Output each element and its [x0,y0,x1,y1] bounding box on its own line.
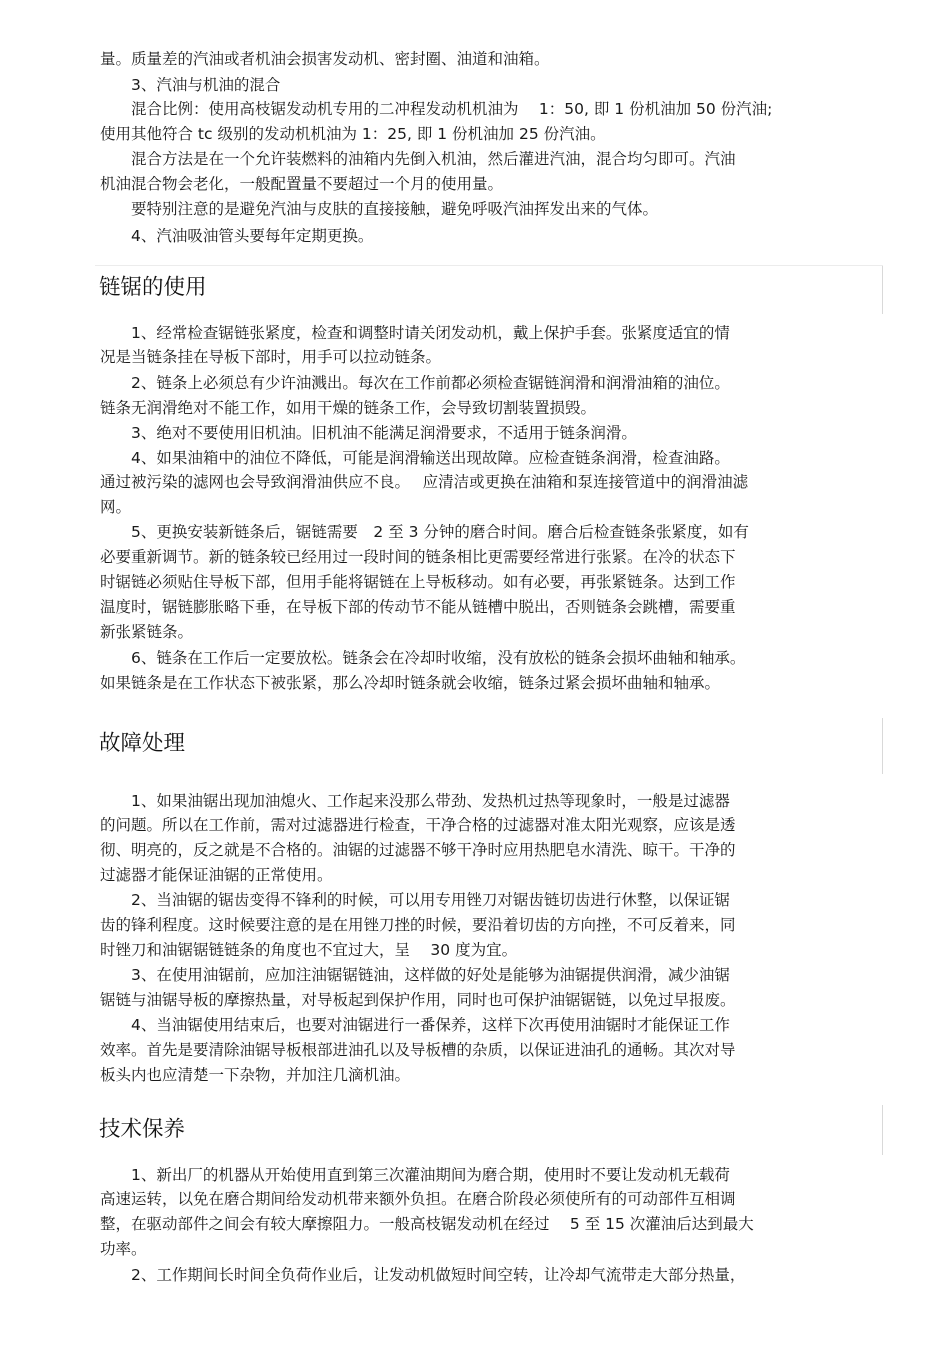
text-line: 4、当油锯使用结束后，也要对油锯进行一番保养，这样下次再使用油锯时才能保证工作 [100,1016,730,1034]
text-line: 5、更换安装新链条后，锯链需要 2 至 3 分钟的磨合时间。磨合后检查链条张紧度，如有 [100,523,749,541]
text-line: 混合方法是在一个允许装燃料的油箱内先倒入机油，然后灌进汽油，混合均匀即可。汽油 [100,150,736,168]
text-line: 时锯链必须贴住导板下部，但用手能将锯链在上导板移动。如有必要，再张紧链条。达到工作 [100,573,736,591]
text-line: 彻、明亮的，反之就是不合格的。油锯的过滤器不够干净时应用热肥皂水清洗、晾干。干净的 [100,841,736,859]
text-line: 1、新出厂的机器从开始使用直到第三次灌油期间为磨合期，使用时不要让发动机无载荷 [100,1166,730,1184]
text-line: 3、汽油与机油的混合 [100,76,281,94]
text-line: 3、在使用油锯前，应加注油锯锯链油，这样做的好处是能够为油锯提供润滑，减少油锯 [100,966,730,984]
text-line: 机油混合物会老化，一般配置量不要超过一个月的使用量。 [100,175,504,193]
section-heading-troubleshooting: 故障处理 [99,731,186,756]
text-line: 2、链条上必须总有少许油溅出。每次在工作前都必须检查锯链润滑和润滑油箱的油位。 [100,374,730,392]
text-line: 3、绝对不要使用旧机油。旧机油不能满足润滑要求，不适用于链条润滑。 [100,424,637,442]
text-line: 2、工作期间长时间全负荷作业后，让发动机做短时间空转，让冷却气流带走大部分热量， [100,1266,746,1284]
text-line: 况是当链条挂在导板下部时，用手可以拉动链条。 [100,348,442,366]
text-line: 1、经常检查锯链张紧度，检查和调整时请关闭发动机，戴上保护手套。张紧度适宜的情 [100,324,730,342]
section-heading-chainsaw-use: 链锯的使用 [99,275,207,300]
text-line: 6、链条在工作后一定要放松。链条会在冷却时收缩，没有放松的链条会损坏曲轴和轴承。 [100,649,746,667]
text-line: 整，在驱动部件之间会有较大摩擦阻力。一般高枝锯发动机在经过 5 至 15 次灌油后达到最大 [100,1215,754,1233]
text-line: 必要重新调节。新的链条较已经用过一段时间的链条相比更需要经常进行张紧。在冷的状态下 [100,548,736,566]
text-line: 如果链条是在工作状态下被张紧，那么冷却时链条就会收缩，链条过紧会损坏曲轴和轴承。 [100,674,721,692]
section-rule-right-3 [882,1105,883,1155]
text-line: 1、如果油锯出现加油熄火、工作起来没那么带劲、发热机过热等现象时，一般是过滤器 [100,792,730,810]
text-line: 使用其他符合 tc 级别的发动机机油为 1：25, 即 1 份机油加 25 份汽油。 [100,125,606,143]
section-heading-maintenance: 技术保养 [99,1117,186,1142]
text-line: 通过被污染的滤网也会导致润滑油供应不良。 应清洁或更换在油箱和泵连接管道中的润滑油滤 [100,473,749,491]
text-line: 网。 [100,498,132,516]
text-line: 温度时，锯链膨胀略下垂，在导板下部的传动节不能从链槽中脱出，否则链条会跳槽，需要重 [100,598,736,616]
text-line: 时锉刀和油锯锯链链条的角度也不宜过大，呈 30 度为宜。 [100,941,518,959]
text-line: 效率。首先是要清除油锯导板根部进油孔以及导板槽的杂质，以保证进油孔的通畅。其次对导 [100,1041,736,1059]
text-line: 2、当油锯的锯齿变得不锋利的时候，可以用专用锉刀对锯齿链切齿进行休整，以保证锯 [100,891,730,909]
text-line: 高速运转，以免在磨合期间给发动机带来额外负担。在磨合阶段必须使所有的可动部件互相调 [100,1190,736,1208]
text-line: 量。质量差的汽油或者机油会损害发动机、密封圈、油道和油箱。 [100,50,550,68]
text-line: 混合比例：使用高枝锯发动机专用的二冲程发动机机油为 1：50, 即 1 份机油加 50 份汽油; [100,100,773,118]
section-rule-top [95,265,883,266]
text-line: 齿的锋利程度。这时候要注意的是在用锉刀挫的时候，要沿着切齿的方向挫，不可反着来，同 [100,916,736,934]
text-line: 过滤器才能保证油锯的正常使用。 [100,866,333,884]
section-rule-right-2 [882,718,883,774]
text-line: 功率。 [100,1240,147,1258]
text-line: 4、如果油箱中的油位不降低，可能是润滑输送出现故障。应检查链条润滑，检查油路。 [100,449,730,467]
section-rule-right-1 [882,266,883,314]
text-line: 板头内也应清楚一下杂物，并加注几滴机油。 [100,1066,411,1084]
text-line: 要特别注意的是避免汽油与皮肤的直接接触，避免呼吸汽油挥发出来的气体。 [100,200,659,218]
text-line: 4、汽油吸油管头要每年定期更换。 [100,227,374,245]
text-line: 链条无润滑绝对不能工作，如用干燥的链条工作，会导致切割装置损毁。 [100,399,597,417]
text-line: 新张紧链条。 [100,623,194,641]
text-line: 的问题。所以在工作前，需对过滤器进行检查，干净合格的过滤器对准太阳光观察，应该是透 [100,816,736,834]
text-line: 锯链与油锯导板的摩擦热量，对导板起到保护作用，同时也可保护油锯锯链，以免过早报废。 [100,991,736,1009]
